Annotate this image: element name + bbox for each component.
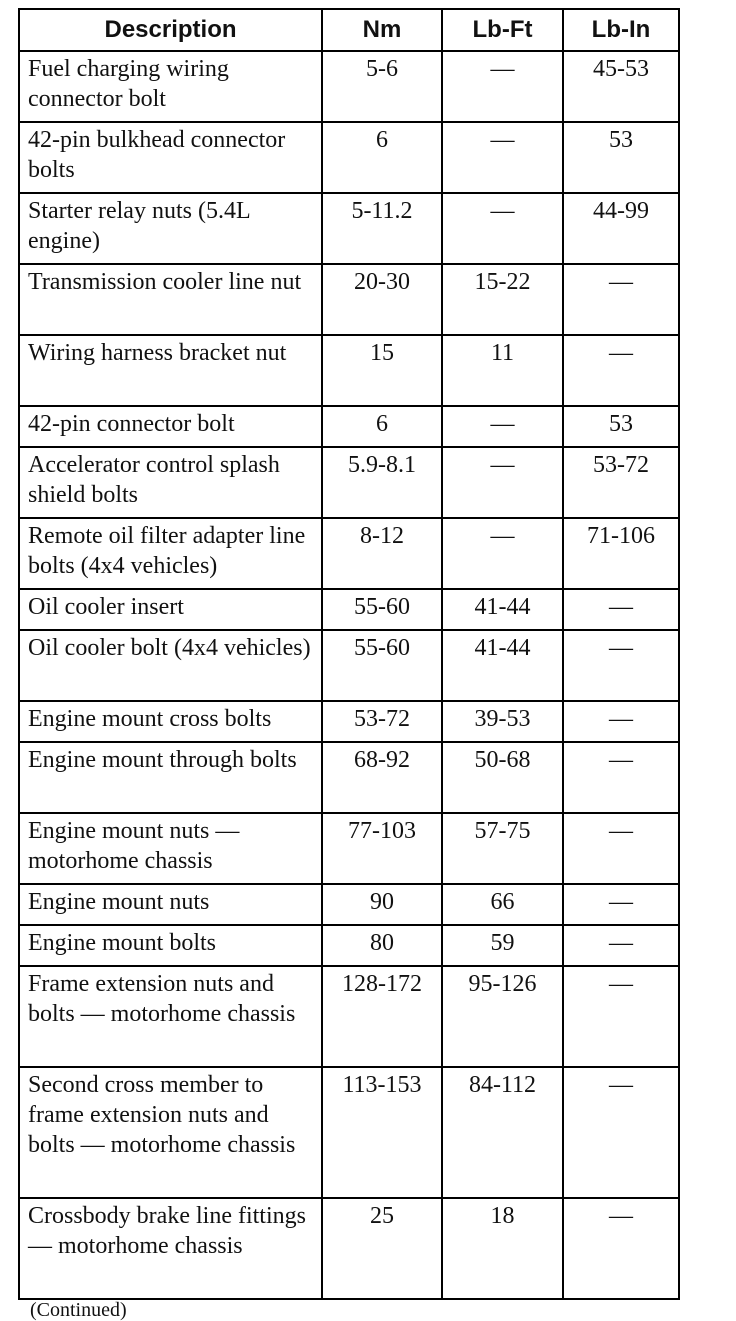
cell-description: Frame extension nuts and bolts — motorhome chassis [19,966,322,1067]
table-row [19,1067,679,1198]
header-row [19,9,679,51]
table-row [19,447,679,518]
table-row [19,1198,679,1299]
cell-lbin: — [563,701,679,742]
cell-nm: 20-30 [322,264,442,335]
cell-nm: 25 [322,1198,442,1299]
cell-description: Engine mount nuts [19,884,322,925]
cell-lbft: 95-126 [442,966,563,1067]
table-row [19,335,679,406]
cell-lbin: — [563,966,679,1067]
table-row [19,518,679,589]
cell-lbin: 53-72 [563,447,679,518]
table-row [19,966,679,1067]
cell-lbin: — [563,925,679,966]
continued-note: (Continued) [30,1299,127,1321]
cell-nm: 15 [322,335,442,406]
cell-lbft: 66 [442,884,563,925]
cell-nm: 5-11.2 [322,193,442,264]
cell-lbft: 84-112 [442,1067,563,1198]
cell-description: Oil cooler bolt (4x4 vehicles) [19,630,322,701]
column-header-lbft: Lb-Ft [442,9,563,51]
table-row [19,925,679,966]
cell-lbin: — [563,813,679,884]
cell-nm: 5.9-8.1 [322,447,442,518]
cell-lbin: 71-106 [563,518,679,589]
cell-lbft: — [442,447,563,518]
cell-nm: 6 [322,122,442,193]
cell-lbin: 45-53 [563,51,679,122]
cell-description: Accelerator control splash shield bolts [19,447,322,518]
cell-lbin: 44-99 [563,193,679,264]
cell-description: Starter relay nuts (5.4L engine) [19,193,322,264]
table-row [19,51,679,122]
cell-nm: 77-103 [322,813,442,884]
cell-lbft: 15-22 [442,264,563,335]
cell-lbft: — [442,406,563,447]
cell-nm: 53-72 [322,701,442,742]
table-row [19,813,679,884]
cell-lbft: 18 [442,1198,563,1299]
cell-lbft: — [442,193,563,264]
table-row [19,193,679,264]
table-row [19,701,679,742]
cell-lbin: — [563,1198,679,1299]
cell-lbin: — [563,264,679,335]
cell-description: Second cross member to frame extension nuts and bolts — motorhome chassis [19,1067,322,1198]
cell-description: Engine mount bolts [19,925,322,966]
table-row [19,406,679,447]
cell-nm: 6 [322,406,442,447]
cell-lbin: — [563,335,679,406]
column-header-description: Description [19,9,322,51]
cell-lbft: — [442,51,563,122]
cell-description: Engine mount nuts — motorhome chassis [19,813,322,884]
cell-nm: 80 [322,925,442,966]
cell-nm: 90 [322,884,442,925]
table-row [19,264,679,335]
cell-description: Remote oil filter adapter line bolts (4x4 vehicles) [19,518,322,589]
table-row [19,122,679,193]
torque-spec-table [18,8,680,1300]
column-header-lbin: Lb-In [563,9,679,51]
cell-description: 42-pin connector bolt [19,406,322,447]
cell-description: 42-pin bulkhead connector bolts [19,122,322,193]
table-row [19,742,679,813]
cell-lbft: — [442,518,563,589]
cell-lbin: — [563,1067,679,1198]
cell-lbin: 53 [563,122,679,193]
cell-lbft: 39-53 [442,701,563,742]
cell-description: Fuel charging wiring connector bolt [19,51,322,122]
cell-lbin: 53 [563,406,679,447]
cell-description: Oil cooler insert [19,589,322,630]
cell-nm: 128-172 [322,966,442,1067]
cell-lbin: — [563,742,679,813]
cell-lbft: — [442,122,563,193]
cell-description: Transmission cooler line nut [19,264,322,335]
table-row [19,630,679,701]
cell-nm: 5-6 [322,51,442,122]
cell-nm: 55-60 [322,589,442,630]
cell-lbft: 50-68 [442,742,563,813]
cell-lbft: 11 [442,335,563,406]
cell-description: Crossbody brake line fittings — motorhome chassis [19,1198,322,1299]
cell-nm: 113-153 [322,1067,442,1198]
cell-description: Engine mount through bolts [19,742,322,813]
cell-lbft: 41-44 [442,589,563,630]
cell-lbft: 59 [442,925,563,966]
table-row [19,589,679,630]
cell-description: Wiring harness bracket nut [19,335,322,406]
table-row [19,884,679,925]
cell-description: Engine mount cross bolts [19,701,322,742]
cell-lbin: — [563,884,679,925]
column-header-nm: Nm [322,9,442,51]
cell-nm: 68-92 [322,742,442,813]
cell-lbin: — [563,630,679,701]
cell-lbft: 41-44 [442,630,563,701]
cell-lbin: — [563,589,679,630]
cell-lbft: 57-75 [442,813,563,884]
cell-nm: 55-60 [322,630,442,701]
cell-nm: 8-12 [322,518,442,589]
